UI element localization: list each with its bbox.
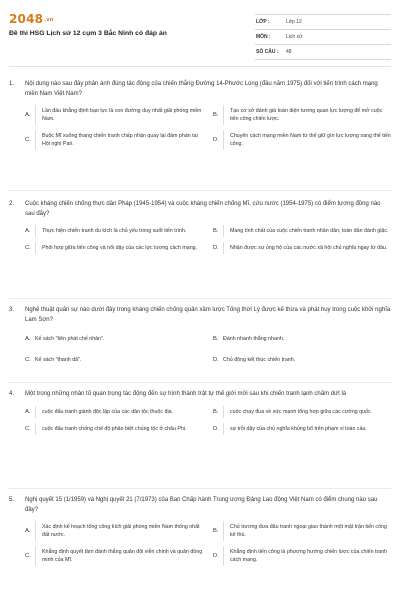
question-number: 5. — [9, 497, 15, 503]
answer-option-d[interactable]: D. Khẳng định tiến công là phương hướng chiến lược của chiến tranh cách mạng. — [213, 546, 391, 566]
answer-options — [25, 225, 391, 254]
answer-options — [25, 333, 391, 366]
answer-option-a[interactable]: A. Kế sách "tiên phát chế nhân". — [25, 336, 105, 342]
answer-option-c[interactable]: C. Phối hợp giữa tiến công và nổi dậy của các lực lượng cách mạng. — [25, 242, 203, 254]
answer-option-d[interactable]: D. Nhận được sự ủng hộ của các nước xã hội chủ nghĩa ngay từ đầu. — [213, 242, 391, 254]
answer-option-b[interactable]: B. Chủ trương đưa đấu tranh ngoại giao thành một mặt trận tiến công kẻ thù. — [213, 521, 391, 541]
answer-option-b[interactable]: B. Đánh nhanh thắng nhanh. — [213, 336, 285, 342]
question-4 — [9, 390, 391, 435]
page-title: Đề thi HSG Lịch sử 12 cụm 3 Bắc Ninh có đáp án — [9, 30, 167, 37]
answer-option-b[interactable]: B. cuộc chạy đua về sức mạnh tổng hợp giữa các cường quốc. — [213, 406, 391, 418]
question-text: Nghệ thuật quân sự nào dưới đây trong kháng chiến chống quân xâm lược Tống thời Lý được kế thừa và phát huy trong cuộc khởi nghĩa Lam Sơn? — [25, 307, 391, 323]
question-number: 2. — [9, 201, 15, 207]
question-text: Một trong những nhân tố quan trọng tác động đến sự hình thành trật tự thế giới mới sau khi chiến tranh lạnh chấm dứt là — [25, 391, 347, 397]
answer-option-c[interactable]: C. Kế sách "thanh dã". — [25, 357, 82, 363]
question-1 — [9, 80, 391, 150]
answer-option-c[interactable]: C. Buộc Mĩ xuống thang chiến tranh chấp nhận quay lại đàm phán tại Hội nghị Pari. — [25, 130, 203, 150]
site-logo[interactable]: 2048.vn — [9, 12, 54, 26]
question-number: 3. — [9, 307, 15, 313]
answer-options — [25, 105, 391, 150]
question-number: 1. — [9, 81, 15, 87]
answer-option-a[interactable]: A. cuộc đấu tranh giành độc lập của các dân tộc thuộc địa. — [25, 406, 203, 418]
question-text: Cuộc kháng chiến chống thực dân Pháp (1945-1954) và cuộc kháng chiến chống Mĩ, cứu nước (1954-1975) có điểm tương đồng nào sau đây? — [25, 201, 381, 217]
meta-label: LỚP : — [256, 19, 270, 25]
meta-value: Lớp 12 — [286, 19, 302, 25]
answer-option-a[interactable]: A. Xác định kế hoạch tổng công kích giải phóng miền Nam thống nhất đất nước. — [25, 521, 203, 541]
meta-value: Lịch sử — [286, 34, 303, 40]
question-number: 4. — [9, 391, 15, 397]
answer-option-b[interactable]: B. Mang tính chất của cuộc chiến tranh nhân dân, toàn dân đánh giặc. — [213, 225, 391, 237]
answer-options — [25, 521, 391, 566]
exam-meta-table — [255, 14, 391, 60]
meta-value: 48 — [286, 49, 292, 55]
question-text: Nội dung nào sau đây phản ánh đúng tác động của chiến thắng Đường 14-Phước Long (đầu năm 1975) đối với tiến trình cách mạng miền Nam Việt Nam? — [25, 81, 378, 97]
header-divider — [9, 66, 391, 67]
meta-row-subject — [255, 30, 391, 45]
answer-option-d[interactable]: D. Chuyển cách mạng miền Nam từ thế giữ gìn lực lượng sang thế tiến công. — [213, 130, 391, 150]
answer-options — [25, 406, 391, 435]
answer-option-a[interactable]: A. Thực hiện chiến tranh du kích là chủ yếu trong suốt tiến trình. — [25, 225, 203, 237]
answer-option-b[interactable]: B. Tạo cơ sở đánh giá toàn diện tương quan lực lượng để mở cuộc tiến công chiến lược. — [213, 105, 391, 125]
meta-label: MÔN : — [256, 34, 271, 40]
answer-option-d[interactable]: D. sự trỗi dậy của chủ nghĩa khủng bố trên phạm vi toàn cầu. — [213, 423, 391, 435]
question-3 — [9, 306, 391, 366]
meta-label: SỐ CÂU : — [256, 49, 279, 55]
question-divider — [9, 190, 391, 191]
meta-row-class — [255, 14, 391, 30]
question-divider — [9, 382, 391, 383]
question-divider — [9, 298, 391, 299]
answer-option-c[interactable]: C. Khẳng định quyết tâm đánh thắng quân đội viễn chinh và quân đồng minh của Mĩ. — [25, 546, 203, 566]
answer-option-d[interactable]: D. Chủ động kết thúc chiến tranh. — [213, 357, 296, 363]
question-divider — [9, 488, 391, 489]
answer-option-c[interactable]: C. cuộc đấu tranh chống chế độ phân biệt chủng tộc ở châu Phi. — [25, 423, 203, 435]
question-2 — [9, 200, 391, 254]
question-text: Nghị quyết 15 (1/1959) và Nghị quyết 21 (7/1973) của Ban Chấp hành Trung ương Đảng Lao động Việt Nam có điểm chung nào sau đây? — [25, 497, 378, 513]
question-5 — [9, 496, 391, 566]
meta-row-count — [255, 45, 391, 60]
answer-option-a[interactable]: A. Lần đầu khẳng định bạo lực là con đường duy nhất giải phóng miền Nam. — [25, 105, 203, 125]
